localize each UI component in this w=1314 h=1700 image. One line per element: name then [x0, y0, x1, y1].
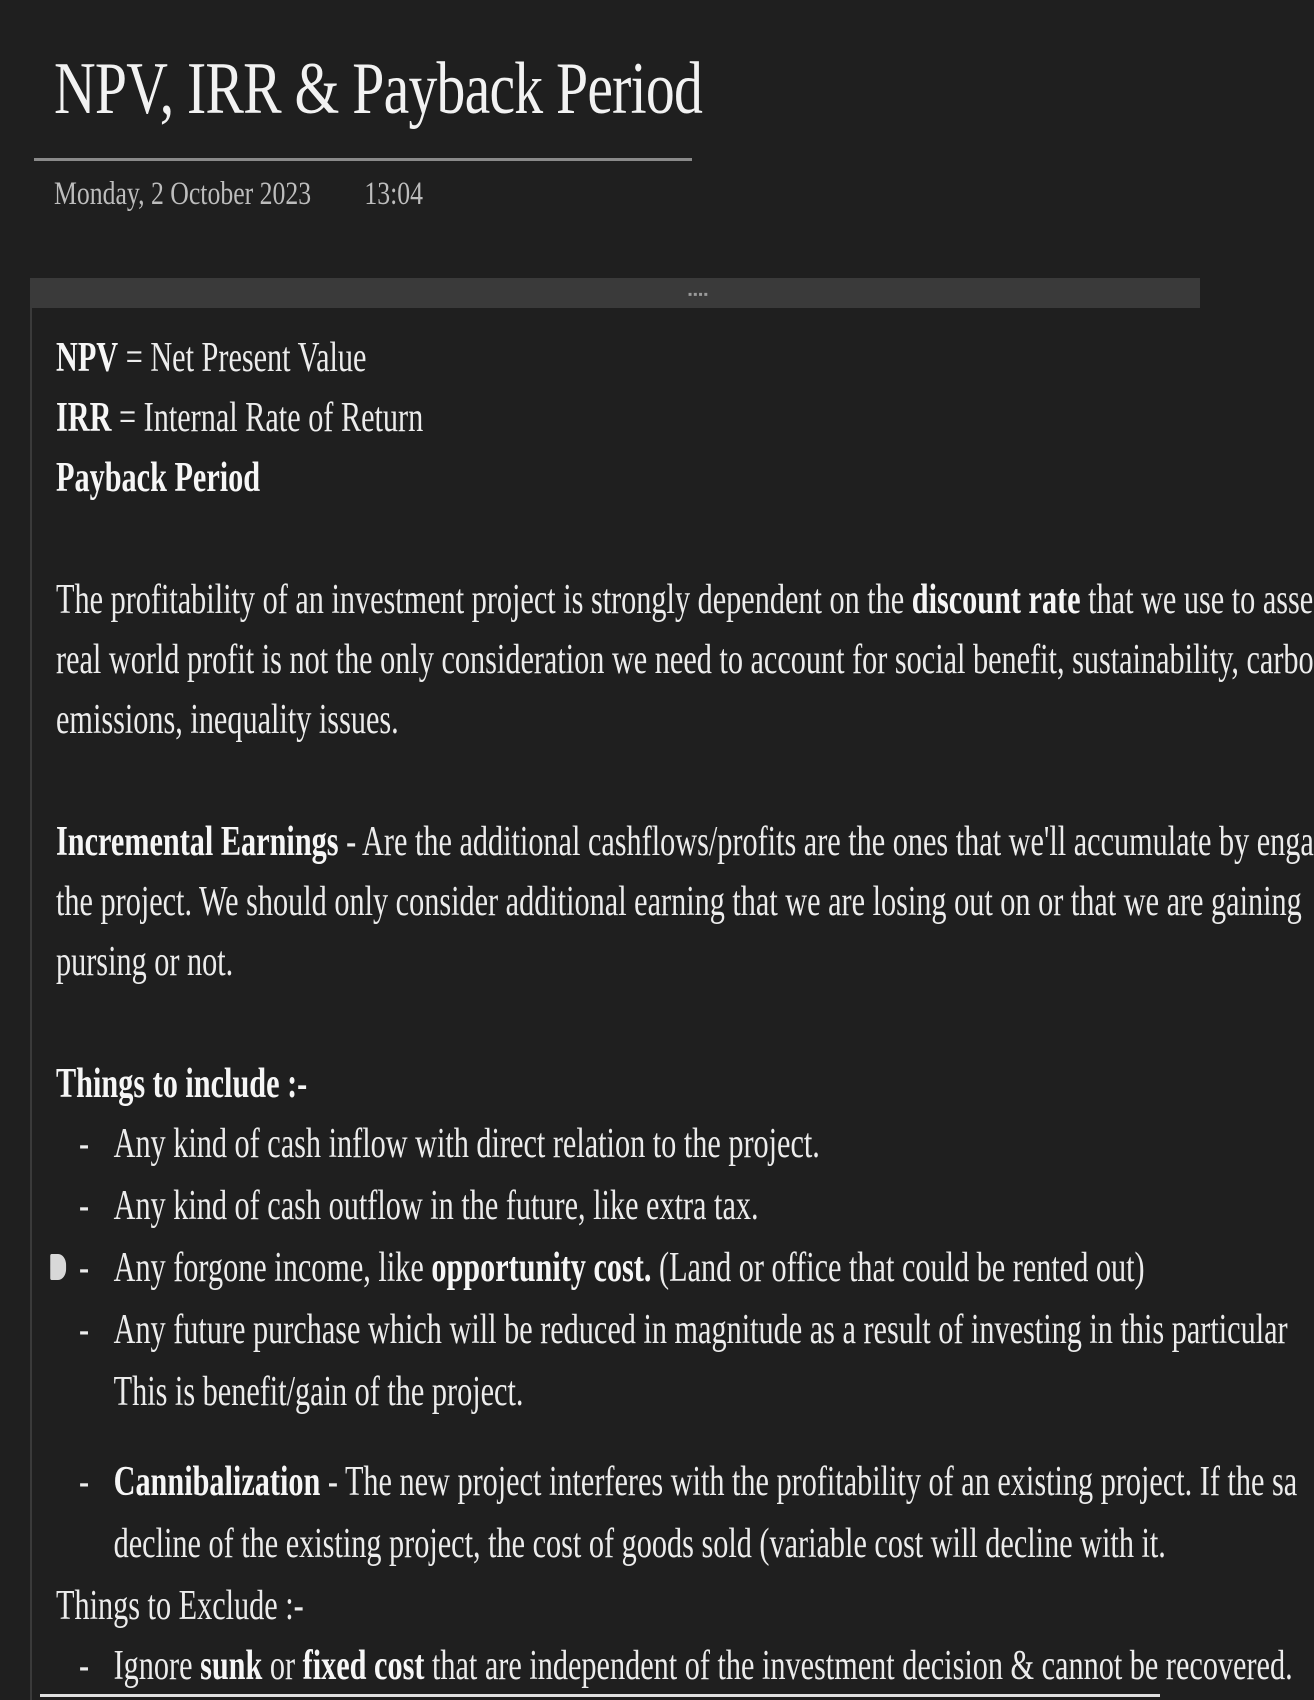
bottom-divider [40, 1694, 1160, 1697]
include-item: - Any kind of cash outflow in the future, like extra tax. [79, 1183, 759, 1229]
paragraph-incremental: Incremental Earnings - Are the additional cashflows/profits are the ones that we'll accumulate by enga [56, 819, 1314, 865]
tag-marker-icon[interactable] [50, 1254, 66, 1280]
page-meta [54, 176, 470, 213]
include-item: - Any forgone income, like opportunity cost. (Land or office that could be rented out) [56, 1238, 1280, 1300]
page-date: Monday, 2 October 2023 [54, 176, 312, 212]
paragraph-incremental-line2: the project. We should only consider additional earning that we are losing out on or that we are gaining [56, 879, 1302, 925]
paragraph-profitability: The profitability of an investment project is strongly dependent on the discount rate that we use to asse [56, 577, 1314, 623]
definition-payback: Payback Period [56, 455, 261, 501]
page-time: 13:04 [364, 176, 423, 212]
note-content[interactable] [56, 328, 1314, 1698]
page-title: NPV, IRR & Payback Period [54, 48, 703, 130]
paragraph-profitability-line3: emissions, inequality issues. [56, 697, 399, 743]
paragraph-profitability-line2: real world profit is not the only consideration we need to account for social benefit, sustainability, carbo [56, 637, 1314, 683]
include-item: - Any future purchase which will be reduced in magnitude as a result of investing in this particular [79, 1307, 1288, 1353]
exclude-item: - Ignore sunk or fixed cost that are independent of the investment decision & cannot be recovered. [79, 1643, 1293, 1689]
drag-handle-icon[interactable]: ▪▪▪▪ [688, 287, 710, 301]
include-item-continuation: This is benefit/gain of the project. [113, 1369, 524, 1415]
exclude-heading: Things to Exclude :- [56, 1583, 304, 1629]
definition-npv: NPV = Net Present Value [56, 335, 367, 381]
include-item: - Cannibalization - The new project interferes with the profitability of an existing project. If the sa [79, 1459, 1298, 1505]
include-item: - Any kind of cash inflow with direct relation to the project. [79, 1121, 820, 1167]
note-container-handle[interactable] [30, 278, 1200, 308]
include-heading: Things to include :- [56, 1061, 308, 1107]
title-underline [34, 158, 692, 161]
paragraph-incremental-line3: pursing or not. [56, 939, 234, 985]
note-container[interactable] [30, 308, 1314, 1700]
definition-irr: IRR = Internal Rate of Return [56, 395, 424, 441]
include-item-continuation: decline of the existing project, the cost of goods sold (variable cost will decline with it. [113, 1521, 1166, 1567]
